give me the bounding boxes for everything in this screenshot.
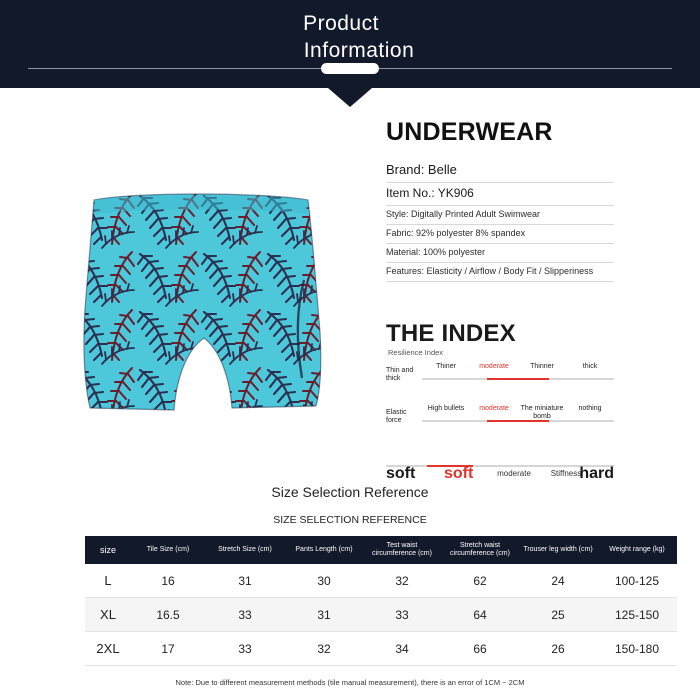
gauge-thickness-fill	[487, 378, 548, 380]
table-row	[85, 632, 677, 666]
gauge-elasticity-tick-1: moderate	[479, 405, 509, 412]
row-2-stretch-waist: 66	[441, 632, 519, 666]
row-1-stretch-waist: 64	[441, 598, 519, 632]
size-section-subheading: SIZE SELECTION REFERENCE	[273, 514, 427, 526]
product-image	[72, 192, 330, 424]
row-0-stretch-waist: 62	[441, 564, 519, 598]
size-table-header-row	[85, 536, 677, 564]
row-2-weight-range: 150-180	[597, 632, 677, 666]
row-1-weight-range: 125-150	[597, 598, 677, 632]
table-row	[85, 564, 677, 598]
gauge-thickness-ticks	[422, 363, 614, 399]
gauge-elasticity-tick-0: High bullets	[427, 405, 465, 412]
row-0-tile-size: 16	[131, 564, 205, 598]
softness-left-label: soft	[386, 465, 416, 482]
gauge-thickness-tick-3: thick	[582, 363, 598, 370]
spec-material: Material: 100% polyester	[386, 244, 614, 263]
page-title-line2: Information	[303, 39, 415, 62]
row-2-stretch-size: 33	[205, 632, 285, 666]
gauge-elasticity-tick-2: The miniature bomb	[520, 405, 564, 420]
index-subtitle: Resilience Index	[388, 348, 444, 357]
softness-selected-label: soft	[444, 465, 474, 482]
size-table-col-stretch-waist: Stretch waist circumference (cm)	[441, 536, 519, 564]
row-0-pants-length: 30	[285, 564, 363, 598]
softness-item-stiffness: Stiffness	[550, 469, 582, 478]
gauge-elasticity-bar	[422, 420, 614, 422]
gauge-thickness	[386, 363, 614, 399]
row-2-test-waist: 34	[363, 632, 441, 666]
row-0-size: L	[85, 564, 131, 598]
page-title	[0, 10, 700, 64]
row-1-tile-size: 16.5	[131, 598, 205, 632]
size-table-note: Note: Due to different measurement methods (tile manual measurement), there is an error of 1CM ~ 2CM	[175, 678, 525, 687]
row-0-weight-range: 100-125	[597, 564, 677, 598]
gauge-thickness-tick-0: Thiner	[436, 363, 456, 370]
size-section-heading: Size Selection Reference	[271, 484, 429, 500]
spec-brand: Brand: Belle	[386, 159, 614, 183]
gauge-elasticity-fill	[487, 420, 548, 422]
softness-right-label: hard	[579, 465, 614, 482]
table-row	[85, 598, 677, 632]
banner-arrow-icon	[328, 88, 372, 107]
row-1-test-waist: 33	[363, 598, 441, 632]
spec-features: Features: Elasticity / Airflow / Body Fit / Slipperiness	[386, 263, 614, 282]
banner-divider-badge	[321, 63, 379, 74]
softness-item-moderate: moderate	[497, 469, 531, 478]
size-table	[85, 536, 677, 666]
spec-fabric: Fabric: 92% polyester 8% spandex	[386, 225, 614, 244]
gauge-thickness-tick-2: Thinner	[530, 363, 554, 370]
row-2-leg-width: 26	[519, 632, 597, 666]
product-title: UNDERWEAR	[386, 118, 553, 146]
row-2-tile-size: 17	[131, 632, 205, 666]
gauge-elasticity-label: Elastic force	[386, 409, 407, 424]
row-1-stretch-size: 33	[205, 598, 285, 632]
row-0-stretch-size: 31	[205, 564, 285, 598]
row-1-leg-width: 25	[519, 598, 597, 632]
spec-item-no: Item No.: YK906	[386, 183, 614, 206]
index-title: THE INDEX	[386, 320, 516, 347]
size-table-col-test-waist: Test waist circumference (cm)	[363, 536, 441, 564]
gauge-thickness-bar	[422, 378, 614, 380]
size-table-col-stretch-size: Stretch Size (cm)	[205, 536, 285, 564]
row-2-pants-length: 32	[285, 632, 363, 666]
size-table-col-size: size	[85, 536, 131, 564]
size-table-col-weight-range: Weight range (kg)	[597, 536, 677, 564]
gauge-elasticity-tick-3: nothing	[578, 405, 602, 412]
gauge-elasticity-ticks	[422, 405, 614, 441]
page-header-banner	[0, 0, 700, 88]
size-table-col-leg-width: Trouser leg width (cm)	[519, 536, 597, 564]
softness-scale	[386, 453, 614, 487]
size-table-col-pants-length: Pants Length (cm)	[285, 536, 363, 564]
row-0-test-waist: 32	[363, 564, 441, 598]
gauge-thickness-label: Thin and thick	[386, 367, 414, 382]
gauge-elasticity	[386, 405, 614, 441]
index-block	[386, 320, 614, 487]
size-table-col-tile-size: Tile Size (cm)	[131, 536, 205, 564]
spec-style: Style: Digitally Printed Adult Swimwear	[386, 206, 614, 225]
row-1-size: XL	[85, 598, 131, 632]
gauge-thickness-tick-1: moderate	[479, 363, 509, 370]
product-info-block	[386, 118, 614, 282]
page-title-line1: Product	[303, 12, 379, 35]
swim-shorts-illustration	[72, 192, 330, 424]
row-0-leg-width: 24	[519, 564, 597, 598]
row-1-pants-length: 31	[285, 598, 363, 632]
row-2-size: 2XL	[85, 632, 131, 666]
